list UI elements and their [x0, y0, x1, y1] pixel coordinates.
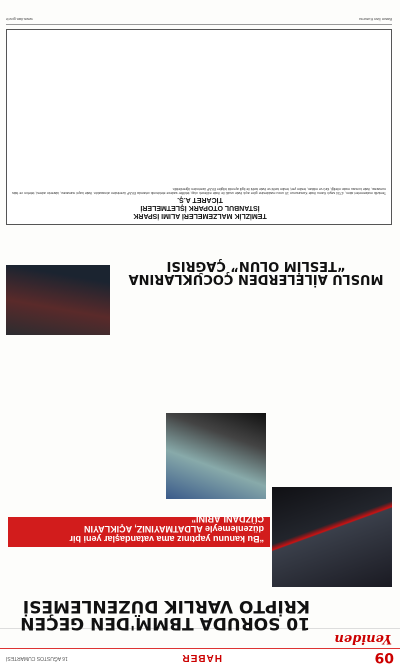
article-column-1 — [272, 293, 392, 483]
article-column-2 — [88, 309, 162, 509]
tender-ad-body: Temizlik malzemeleri alımı, 4734 sayılı Kamu İhale Kanununun 19 uncu maddesine göre açık ihale usulü ile ihale edilecek olup, teklifler sadece elektronik ortamda EKAP üzerinden alınacaktır. İhale kayıt numarası, idarenin adresi, telefon ve faks numarası, ihale konusu malın niteliği, türü ve miktarı, teslim yeri, teslim tarihi ve ihale tarihi ile ilgili ayrıntılı bilgiler EKAP üzerinden öğrenilebilir. — [12, 187, 386, 195]
page-footer — [6, 16, 392, 25]
second-headline: MUSLU AİLELERDEN ÇOCUKLARINA “TESLİM OLUN” ÇAĞRISI — [128, 258, 384, 286]
page-number: 09 — [374, 649, 394, 665]
footer-right: www.ilan.gov.tr — [6, 17, 33, 22]
newspaper-logo: Yeniden — [334, 631, 392, 646]
crypto-photo — [272, 487, 392, 587]
party-photo — [6, 265, 110, 335]
article-column-4 — [112, 227, 392, 255]
issue-date: 16 AĞUSTOS CUMARTESİ — [6, 655, 68, 661]
article-column-3 — [6, 339, 84, 509]
main-headline: 10 SORUDA TBMM'DEN GEÇEN KRİPTO VARLIK DÜZENLEMESİ — [20, 596, 310, 633]
footer-left: Basın İlan Kurumu — [359, 17, 392, 22]
red-quote-banner: “Bu kanunu yaptınız ama vatandaşlar yeni bir düzenlemeyle ALDATMAYINIZ, AÇIKLAYIN CÜZDANLARINI” — [8, 517, 270, 547]
tender-ad-title: TEMİZLİK MALZEMELERİ ALIMI İSPARK İSTANBUL OTOPARK İŞLETMELERİ TİCARET A.Ş. — [133, 196, 267, 219]
page-header — [0, 648, 400, 665]
parliament-photo — [166, 413, 266, 499]
section-label: HABER — [181, 652, 222, 663]
